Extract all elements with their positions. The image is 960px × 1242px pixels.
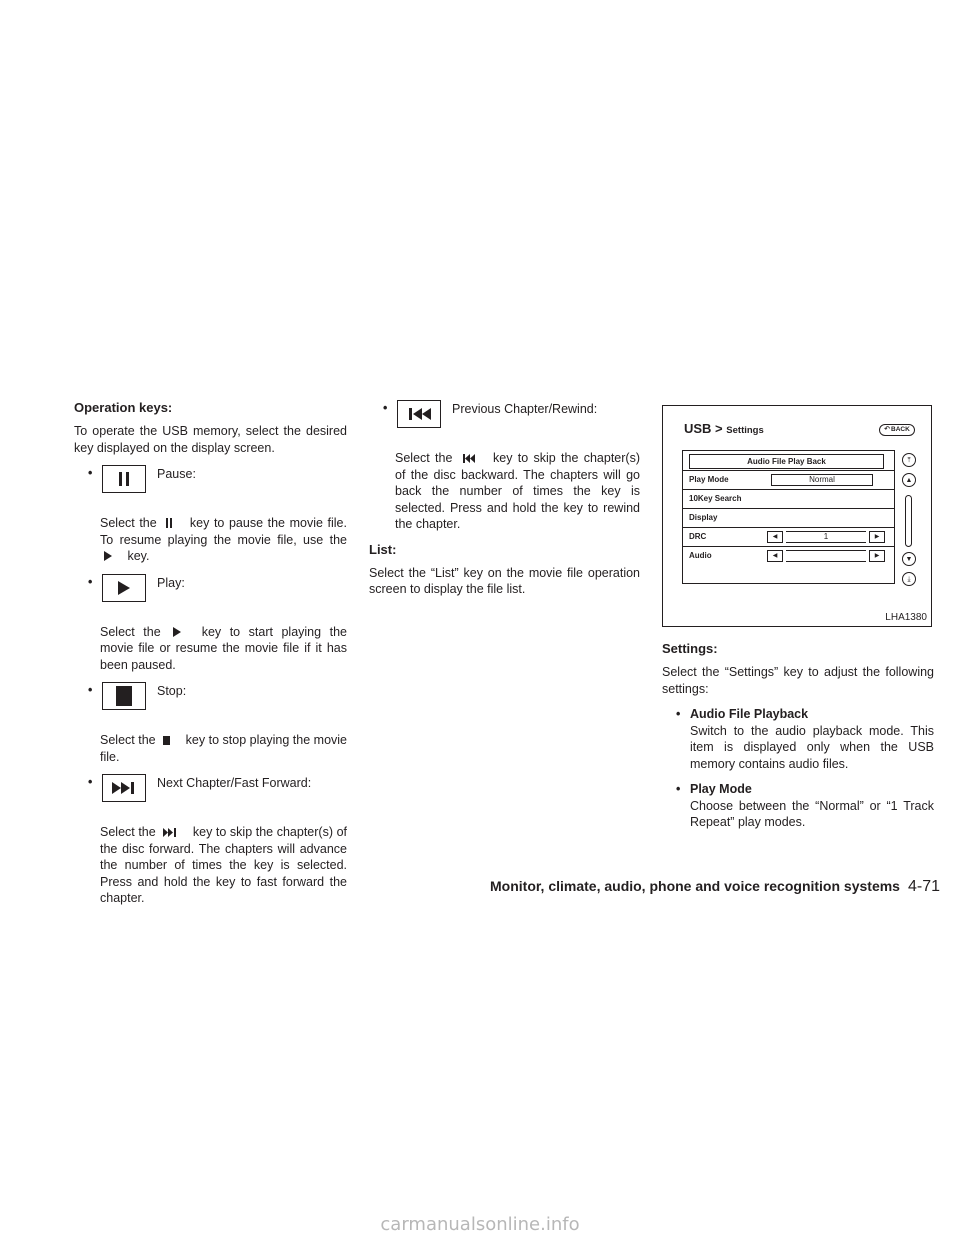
bullet: • [88,466,93,480]
operation-intro: To operate the USB memory, select the desired key displayed on the display screen. [74,424,347,455]
menu-item-drc [683,528,894,547]
next-chapter-icon [163,828,177,837]
scroll-down-icon[interactable]: ▼ [902,552,916,566]
increase-arrow-icon[interactable]: ▶ [869,531,885,543]
column-middle [369,400,640,607]
column-left [74,400,347,916]
desc-text: Select the [100,624,161,639]
key-item-play [74,574,347,614]
desc-text: key to skip the chapter(s) of the disc backward. The chapters will go back the number of times the key is selected. Press and hold the key to rewind the chapter. [395,451,640,531]
play-key [102,574,146,602]
play-icon [117,580,131,596]
menu-item-audio-file-play-back[interactable] [683,451,894,471]
usb-settings-screen [672,415,922,611]
menu-item-label: Display [689,513,718,522]
settings-menu [682,450,895,584]
scroll-bottom-icon[interactable]: ⤓ [902,572,916,586]
key-item-previous-chapter [369,400,640,440]
desc-text: key. [127,549,150,563]
key-label-next-chapter: Next Chapter/Fast Forward: [157,776,312,790]
audio-stepper [767,550,885,562]
settings-intro: Select the “Settings” key to adjust the following settings: [662,665,934,696]
pause-icon [165,518,173,528]
audio-value [786,550,866,562]
next-chapter-icon [111,781,137,795]
desc-text: key to start playing the movie file or resume the movie file if it has been paused. [100,624,347,672]
bullet: • [88,775,93,789]
settings-item-text: Choose between the “Normal” or “1 Track Repeat” play modes. [690,798,934,829]
column-right [662,405,934,831]
list-text: Select the “List” key on the movie file operation screen to display the file list. [369,565,640,596]
desc-text: key to skip the chapter(s) of the disc forward. The chapters will advance the number of times the key is selected. Press and hold the key to fast forward the chapter. [100,825,347,905]
key-item-pause [74,465,347,505]
menu-item-label: Play Mode [689,475,729,484]
menu-item-display[interactable] [683,509,894,528]
watermark: carmanualsonline.info [380,1214,580,1235]
bullet: • [88,683,93,697]
back-label: BACK [891,425,910,433]
desc-text: Select the [100,516,157,530]
settings-screen-figure [662,405,932,627]
settings-item-title: Play Mode [690,782,752,796]
next-chapter-key [102,774,146,802]
figure-code: LHA1380 [885,612,927,623]
scrollbar[interactable] [905,495,912,547]
desc-text: Select the [100,733,156,747]
drc-stepper [767,531,885,543]
key-item-next-chapter [74,774,347,814]
back-arrow-icon: ↶ [884,425,891,433]
menu-item-label: DRC [689,532,707,541]
pause-description [74,515,347,565]
play-icon [173,627,181,637]
menu-item-label: Audio [689,551,712,560]
scroll-top-icon[interactable]: ⤒ [902,453,916,467]
stop-key [102,682,146,710]
screen-subtitle: Settings [726,425,764,436]
desc-text: Select the [395,451,453,465]
bullet: • [88,574,93,589]
settings-item-audio-file-playback [662,706,934,772]
bullet: • [676,707,681,721]
desc-text: Select the [100,825,156,839]
section-heading-operation-keys: Operation keys: [74,400,173,415]
back-button[interactable] [879,424,915,436]
key-item-stop [74,682,347,722]
drc-value: 1 [786,531,866,543]
pause-key [102,465,146,493]
section-heading-settings: Settings: [662,641,718,656]
previous-chapter-icon [462,454,476,463]
bullet: • [383,401,388,415]
desc-text: key to stop playing the movie file. [100,733,348,764]
footer-section-title: Monitor, climate, audio, phone and voice recognition systems [490,878,900,894]
key-label-previous-chapter: Previous Chapter/Rewind: [452,402,598,416]
stop-icon [116,686,132,706]
play-mode-value: Normal [771,474,873,486]
pause-icon [117,471,131,487]
menu-item-label: Audio File Play Back [689,454,884,469]
scroll-up-icon[interactable]: ▲ [902,473,916,487]
increase-arrow-icon[interactable]: ▶ [869,550,885,562]
play-description [74,624,347,674]
section-heading-list: List: [369,541,397,557]
previous-chapter-icon [406,407,432,421]
decrease-arrow-icon[interactable]: ◀ [767,531,783,543]
menu-item-play-mode[interactable] [683,471,894,490]
settings-item-text: Switch to the audio playback mode. This item is displayed only when the USB memory contains audio files. [690,723,934,771]
menu-item-audio [683,547,894,565]
page-number: 4-71 [907,878,940,895]
key-label-stop: Stop: [157,684,187,698]
settings-item-play-mode [662,781,934,831]
menu-item-10key-search[interactable] [683,490,894,509]
screen-title [684,422,764,438]
screen-title-text: USB > [684,421,723,436]
previous-chapter-key [397,400,441,428]
next-chapter-description [74,824,347,907]
settings-item-title: Audio File Playback [690,707,809,721]
stop-description [74,732,347,765]
desc-text: key to pause the movie file. To resume playing the movie file, use the [100,516,347,547]
bullet: • [676,782,681,796]
play-icon [104,551,112,561]
key-label-pause: Pause: [157,467,196,481]
key-label-play: Play: [157,575,185,590]
decrease-arrow-icon[interactable]: ◀ [767,550,783,562]
previous-chapter-description [369,450,640,533]
page-footer [440,877,940,896]
menu-item-label: 10Key Search [689,494,742,503]
stop-icon [163,736,170,745]
